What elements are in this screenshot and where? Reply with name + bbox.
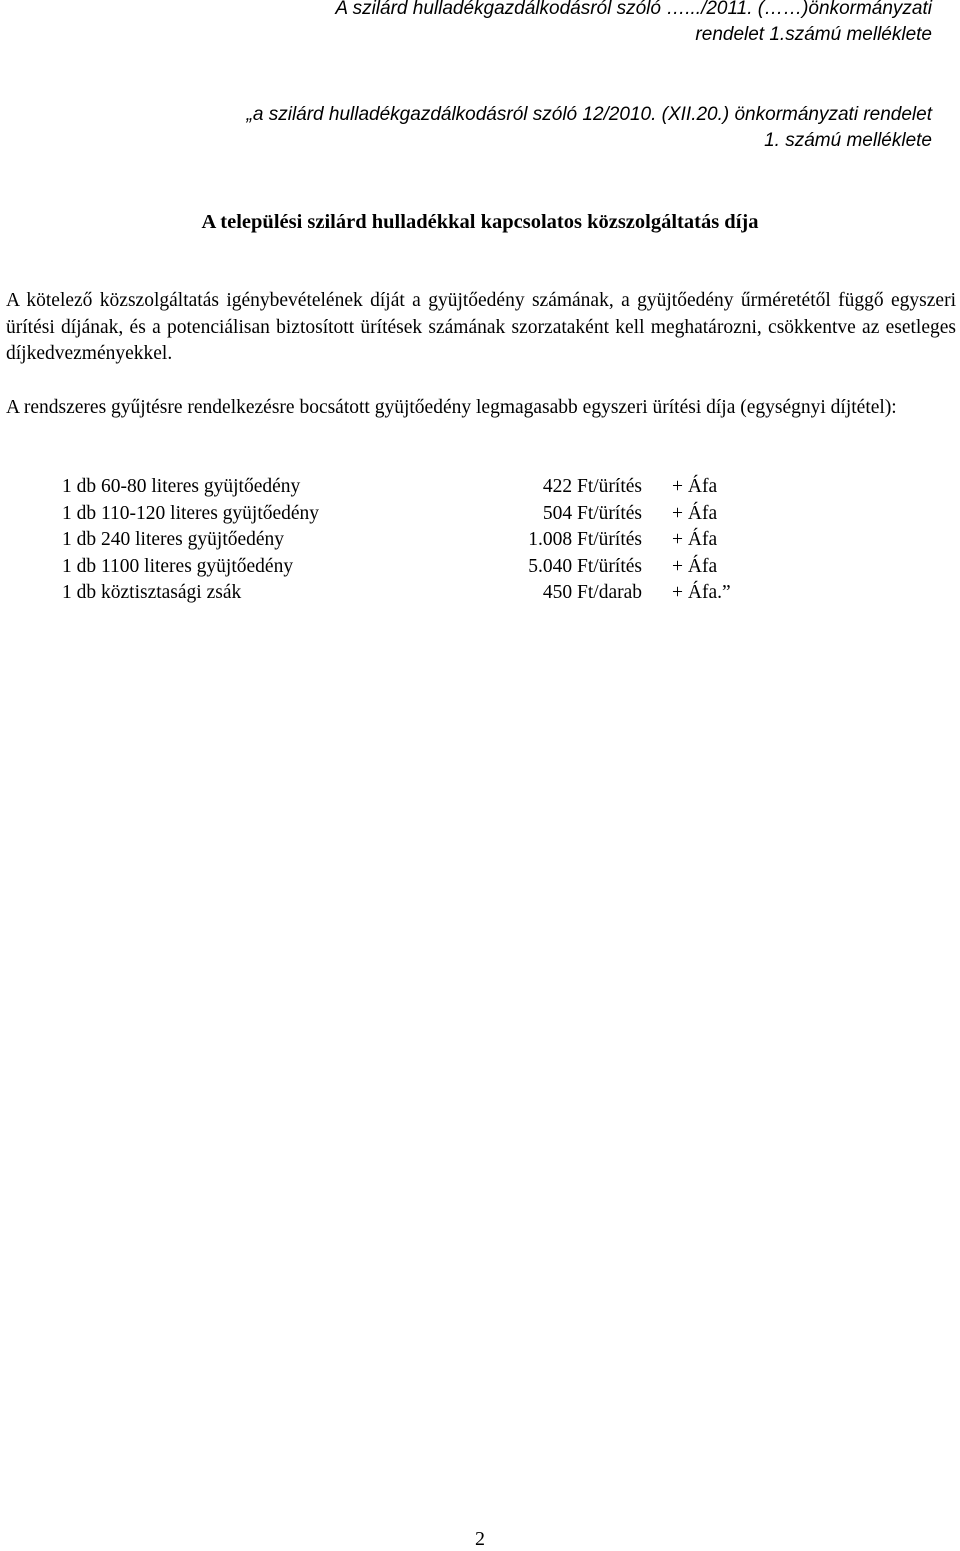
original-decree-header-line-1: „a szilárd hulladékgazdálkodásról szóló 12/2010. (XII.20.) önkormányzati rendelet — [246, 104, 932, 125]
fee-price: 1.008 Ft/ürítés — [528, 529, 642, 550]
amendment-header-line-2: rendelet 1.számú melléklete — [695, 24, 932, 45]
fee-row — [62, 501, 762, 528]
fee-row — [62, 580, 762, 607]
fee-item: 1 db 110-120 literes gyüjtőedény — [62, 502, 320, 524]
fee-vat: + Áfa — [672, 476, 718, 497]
fee-price: 450 Ft/darab — [542, 582, 642, 603]
fee-vat: + Áfa.” — [672, 582, 731, 603]
fee-row — [62, 554, 762, 581]
fee-row — [62, 474, 762, 501]
document-title: A települési szilárd hulladékkal kapcsolatos közszolgáltatás díja — [201, 211, 759, 233]
fee-vat: + Áfa — [672, 529, 718, 550]
fee-item: 1 db 60-80 literes gyüjtőedény — [62, 476, 301, 497]
fee-price: 5.040 Ft/ürítés — [528, 555, 642, 577]
fee-price: 504 Ft/ürítés — [542, 502, 642, 524]
fee-item: 1 db köztisztasági zsák — [62, 582, 242, 603]
amendment-header — [8, 0, 932, 48]
fee-item: 1 db 240 literes gyüjtőedény — [62, 529, 285, 550]
fee-list — [62, 474, 762, 607]
fee-vat: + Áfa — [672, 555, 718, 577]
fee-row — [62, 527, 762, 554]
original-decree-header-line-2: 1. számú melléklete — [764, 130, 932, 151]
page-number: 2 — [475, 1528, 485, 1550]
paragraph-fee-calculation: A kötelező közszolgáltatás igénybevételének díját a gyüjtőedény számának, a gyüjtőedény űrméretétől függő egyszeri ürítési díjának, és a potenciálisan biztosított ürítések számának szorzataként kell meghatározni, csökkentve az esetleges díjkedvezményekkel. — [6, 290, 956, 364]
amendment-header-line-1: A szilárd hulladékgazdálkodásról szóló ….../2011. (……)önkormányzati — [335, 0, 932, 19]
paragraph-unit-fee: A rendszeres gyűjtésre rendelkezésre bocsátott gyüjtőedény legmagasabb egyszeri ürítési díja (egységnyi díjtétel): — [6, 397, 897, 418]
fee-vat: + Áfa — [672, 502, 718, 524]
original-decree-header — [8, 102, 932, 154]
fee-price: 422 Ft/ürítés — [542, 476, 642, 497]
fee-item: 1 db 1100 literes gyüjtőedény — [62, 555, 294, 577]
